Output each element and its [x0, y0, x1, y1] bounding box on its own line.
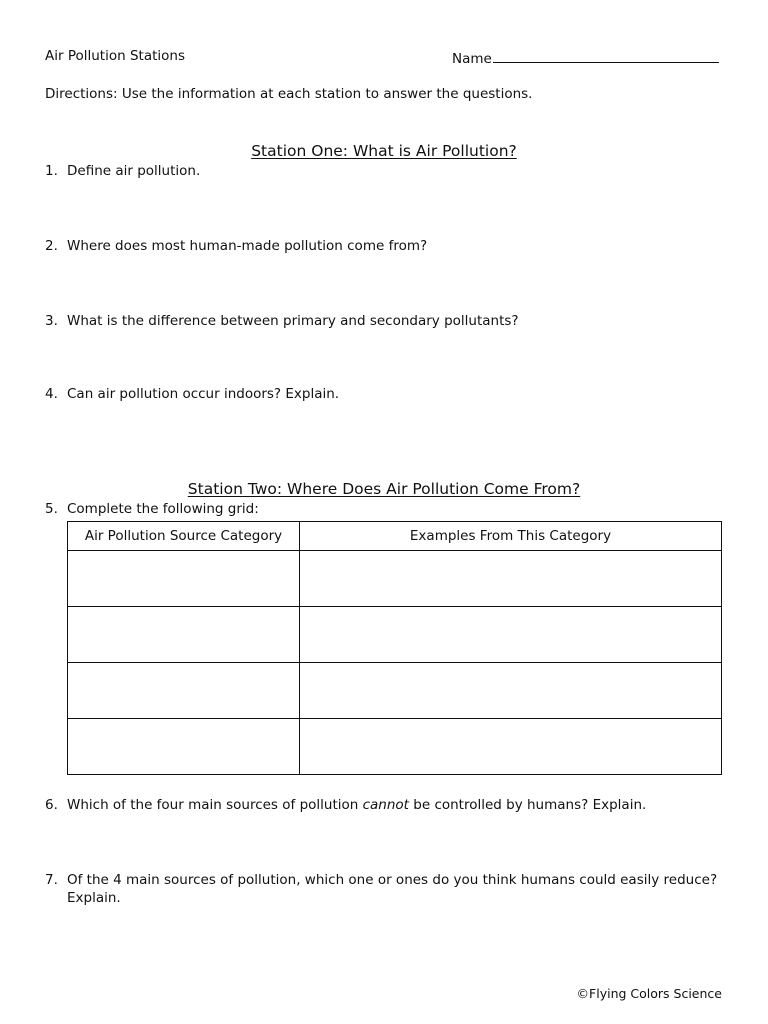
grid-row	[68, 663, 722, 719]
question-number: 1.	[45, 163, 58, 179]
grid-header-row	[68, 522, 722, 551]
question-number: 7.	[45, 872, 58, 888]
grid-cell-examples[interactable]	[300, 663, 722, 719]
grid-cell-category[interactable]	[68, 719, 300, 775]
directions-text: Directions: Use the information at each station to answer the questions.	[45, 86, 533, 102]
question-text-continued: Explain.	[67, 890, 121, 906]
name-blank-line[interactable]	[493, 48, 719, 63]
question-4	[45, 385, 339, 403]
question-7	[45, 871, 717, 907]
grid-cell-examples[interactable]	[300, 551, 722, 607]
name-field[interactable]	[452, 48, 719, 67]
grid-header-category: Air Pollution Source Category	[68, 522, 300, 551]
question-text: What is the difference between primary and secondary pollutants?	[67, 313, 519, 329]
worksheet-title: Air Pollution Stations	[45, 48, 185, 64]
copyright-footer: ©Flying Colors Science	[576, 986, 722, 1001]
question-text-end: be controlled by humans? Explain.	[408, 797, 647, 813]
question-text: Define air pollution.	[67, 163, 201, 179]
question-6	[45, 796, 646, 814]
pollution-source-grid	[67, 521, 722, 775]
grid-cell-category[interactable]	[68, 607, 300, 663]
question-3	[45, 312, 519, 330]
grid-header-examples: Examples From This Category	[300, 522, 722, 551]
question-text: Of the 4 main sources of pollution, which one or ones do you think humans could easily reduce?	[67, 872, 718, 888]
grid-row	[68, 719, 722, 775]
grid-row	[68, 551, 722, 607]
grid-row	[68, 607, 722, 663]
question-text-start: Which of the four main sources of pollution	[67, 797, 363, 813]
question-number: 2.	[45, 238, 58, 254]
station-two-heading: Station Two: Where Does Air Pollution Come From?	[187, 480, 581, 498]
name-label: Name	[452, 51, 492, 67]
grid-cell-category[interactable]	[68, 663, 300, 719]
grid-cell-examples[interactable]	[300, 719, 722, 775]
grid-cell-category[interactable]	[68, 551, 300, 607]
question-text: Complete the following grid:	[67, 501, 259, 517]
question-text: Can air pollution occur indoors? Explain.	[67, 386, 340, 402]
question-text: Where does most human-made pollution come from?	[67, 238, 428, 254]
question-number: 6.	[45, 797, 58, 813]
question-number: 5.	[45, 501, 58, 517]
question-5	[45, 500, 259, 518]
grid-cell-examples[interactable]	[300, 607, 722, 663]
question-emphasis: cannot	[362, 797, 409, 813]
question-2	[45, 237, 427, 255]
question-number: 4.	[45, 386, 58, 402]
question-number: 3.	[45, 313, 58, 329]
station-one-heading: Station One: What is Air Pollution?	[251, 142, 517, 160]
question-1	[45, 162, 200, 180]
